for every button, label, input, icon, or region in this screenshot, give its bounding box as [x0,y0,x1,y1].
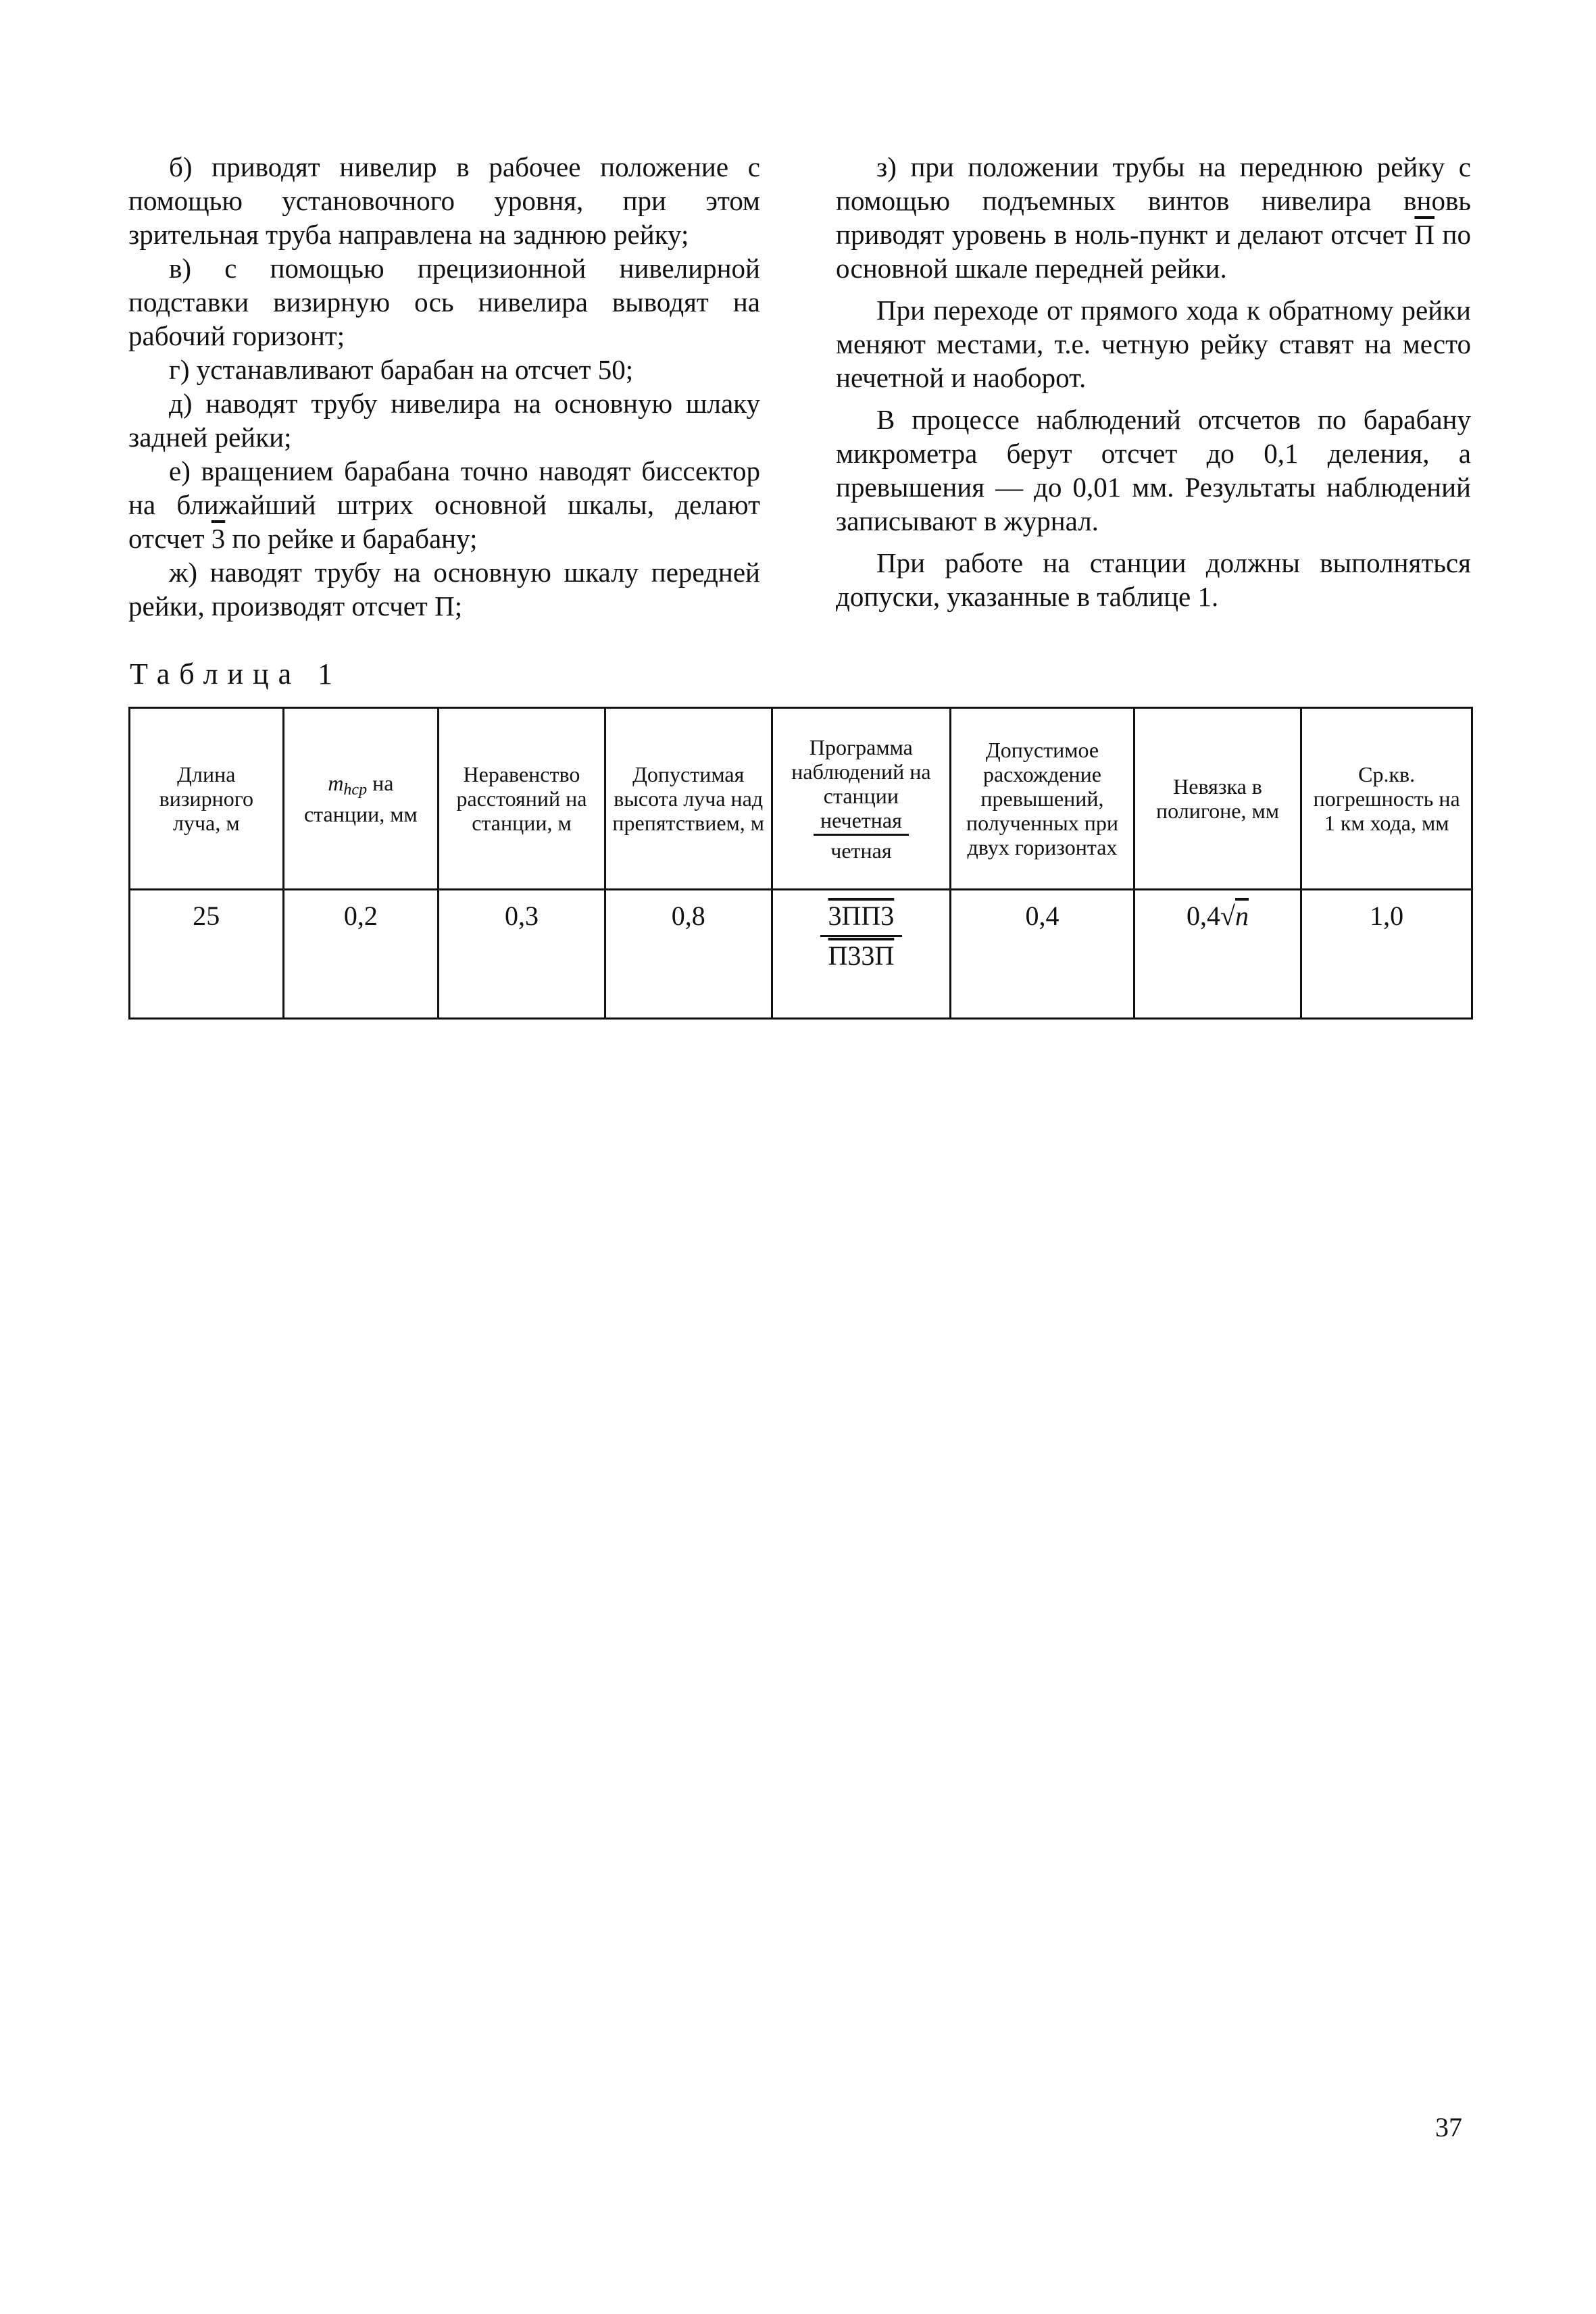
cell-length: 25 [130,890,284,1019]
paragraph-v: в) с помощью прецизионной нивелирной подставки визирную ось нивелира выводят на рабочий горизонт; [128,253,760,351]
table-row [130,890,1472,1019]
header-height: Допустимая высота луча над препятствием, м [605,708,772,890]
paragraph-g: г) устанавливают барабан на отсчет 50; [169,354,634,385]
program-fraction [820,901,903,971]
page-number: 37 [1435,2112,1462,2142]
header-discrepancy: Допустимое расхождение превышений, полученных при двух горизонтах [951,708,1134,890]
header-misclosure: Невязка в полигоне, мм [1134,708,1301,890]
cell-m: 0,2 [283,890,439,1019]
header-program-bottom: четная [830,838,892,863]
header-program-top: нечетная [814,808,909,836]
paragraph-e [128,454,760,555]
paragraph-d: д) наводят трубу нивелира на основную шлаку задней рейки; [128,388,760,453]
tolerance-table [128,707,1473,1020]
right-column [836,150,1471,613]
paragraph-zh: ж) наводят трубу на основную шкалу передней рейки, производят отсчет П; [128,557,760,622]
program-even: П33П [828,940,895,971]
header-m-rest: на станции, мм [303,771,418,826]
table-header-row [130,708,1472,890]
paragraph-z-text: з) при положении трубы на переднюю рейку с помощью подъемных винтов нивелира вновь приводят уровень в ноль-пункт и делают отсчет [836,151,1471,250]
misclosure-var: n [1235,901,1249,931]
paragraph-tolerance: При работе на станции должны выполняться допуски, указанные в таблице 1. [836,547,1471,612]
paragraph-switch: При переходе от прямого хода к обратному рейки меняют местами, т.е. четную рейку ставят на место нечетной и наоборот. [836,295,1471,393]
paragraph-z-tail: по основной шкале передней рейки. [836,219,1471,284]
header-rms: Ср.кв. погрешность на 1 км хода, мм [1301,708,1472,890]
cell-misclosure [1134,890,1301,1019]
header-m [283,708,439,890]
paragraph-e-text: е) вращением барабана точно наводят биссектор на ближайший штрих основной шкалы, делают отсчет [128,455,760,554]
header-program [772,708,951,890]
header-m-subscript: hср [343,781,368,799]
program-odd: 3ПП3 [820,904,903,937]
paragraph-z [836,150,1471,285]
left-column [128,150,760,623]
cell-height: 0,8 [605,890,772,1019]
reading-mark-3: 3 [211,523,226,554]
paragraph-e-tail: по рейке и барабану; [225,523,478,554]
paragraph-process: В процессе наблюдений отсчетов по барабану микрометра берут отсчет до 0,1 деления, а превышения — до 0,01 мм. Результаты наблюдений записывают в журнал. [836,404,1471,536]
cell-discrepancy: 0,4 [951,890,1134,1019]
misclosure-coef: 0,4 [1187,901,1221,931]
cell-program [772,890,951,1019]
cell-inequality: 0,3 [439,890,605,1019]
sqrt-sign: √ [1220,901,1235,931]
table-caption: Таблица 1 [130,657,343,690]
header-inequality: Неравенство расстояний на станции, м [439,708,605,890]
header-length: Длина визирного луча, м [130,708,284,890]
header-m-symbol: m [328,771,344,795]
header-program-title: Программа наблюдений на станции [791,734,931,808]
cell-rms: 1,0 [1301,890,1472,1019]
paragraph-b: б) приводят нивелир в рабочее положение с помощью установочного уровня, при этом зрительная труба направлена на заднюю рейку; [128,151,760,250]
reading-mark-p: П [1414,219,1435,250]
